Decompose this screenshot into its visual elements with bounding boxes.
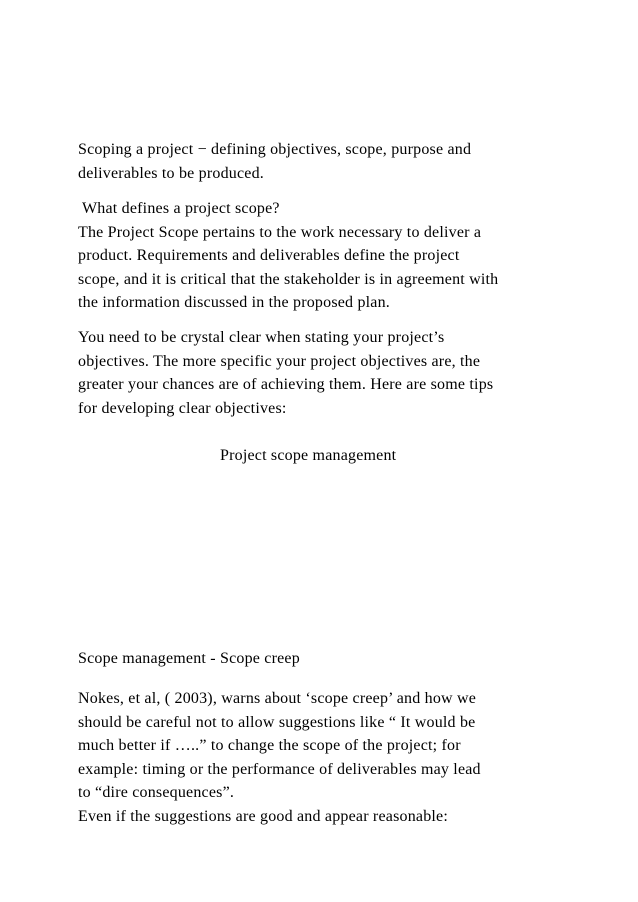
- intro-paragraph: [78, 138, 578, 185]
- scope-creep-line: Even if the suggestions are good and appear reasonable:: [78, 807, 448, 825]
- section-heading: Project scope management: [220, 447, 397, 464]
- intro-line: deliverables to be produced.: [78, 164, 264, 182]
- scope-creep-line: much better if …..” to change the scope of the project; for: [78, 737, 461, 755]
- objectives-line: for developing clear objectives:: [78, 399, 287, 417]
- scope-definition-line: scope, and it is critical that the stakeholder is in agreement with: [78, 270, 499, 288]
- scope-creep-line: should be careful not to allow suggestions like “ It would be: [78, 713, 476, 731]
- objectives-paragraph: [78, 326, 578, 420]
- scope-creep-line: example: timing or the performance of deliverables may lead: [78, 760, 481, 778]
- scope-creep-line: to “dire consequences”.: [78, 784, 235, 802]
- scope-definition-paragraph: [78, 197, 578, 315]
- objectives-line: You need to be crystal clear when stating your project’s: [78, 329, 445, 346]
- objectives-line: objectives. The more specific your project objectives are, the: [78, 352, 481, 370]
- scope-creep-section: [78, 647, 578, 671]
- scope-definition-line: the information discussed in the proposed plan.: [78, 294, 391, 312]
- intro-line: Scoping a project − defining objectives, scope, purpose and: [78, 141, 472, 158]
- scope-creep-paragraph: [78, 687, 578, 829]
- scope-question: What defines a project scope?: [82, 200, 280, 217]
- scope-definition-line: The Project Scope pertains to the work necessary to deliver a: [78, 223, 482, 241]
- scope-creep-line: Nokes, et al, ( 2003), warns about ‘scope creep’ and how we: [78, 690, 477, 707]
- scope-definition-line: product. Requirements and deliverables define the project: [78, 247, 460, 265]
- scope-creep-heading: Scope management - Scope creep: [78, 650, 300, 667]
- objectives-line: greater your chances are of achieving them. Here are some tips: [78, 376, 494, 394]
